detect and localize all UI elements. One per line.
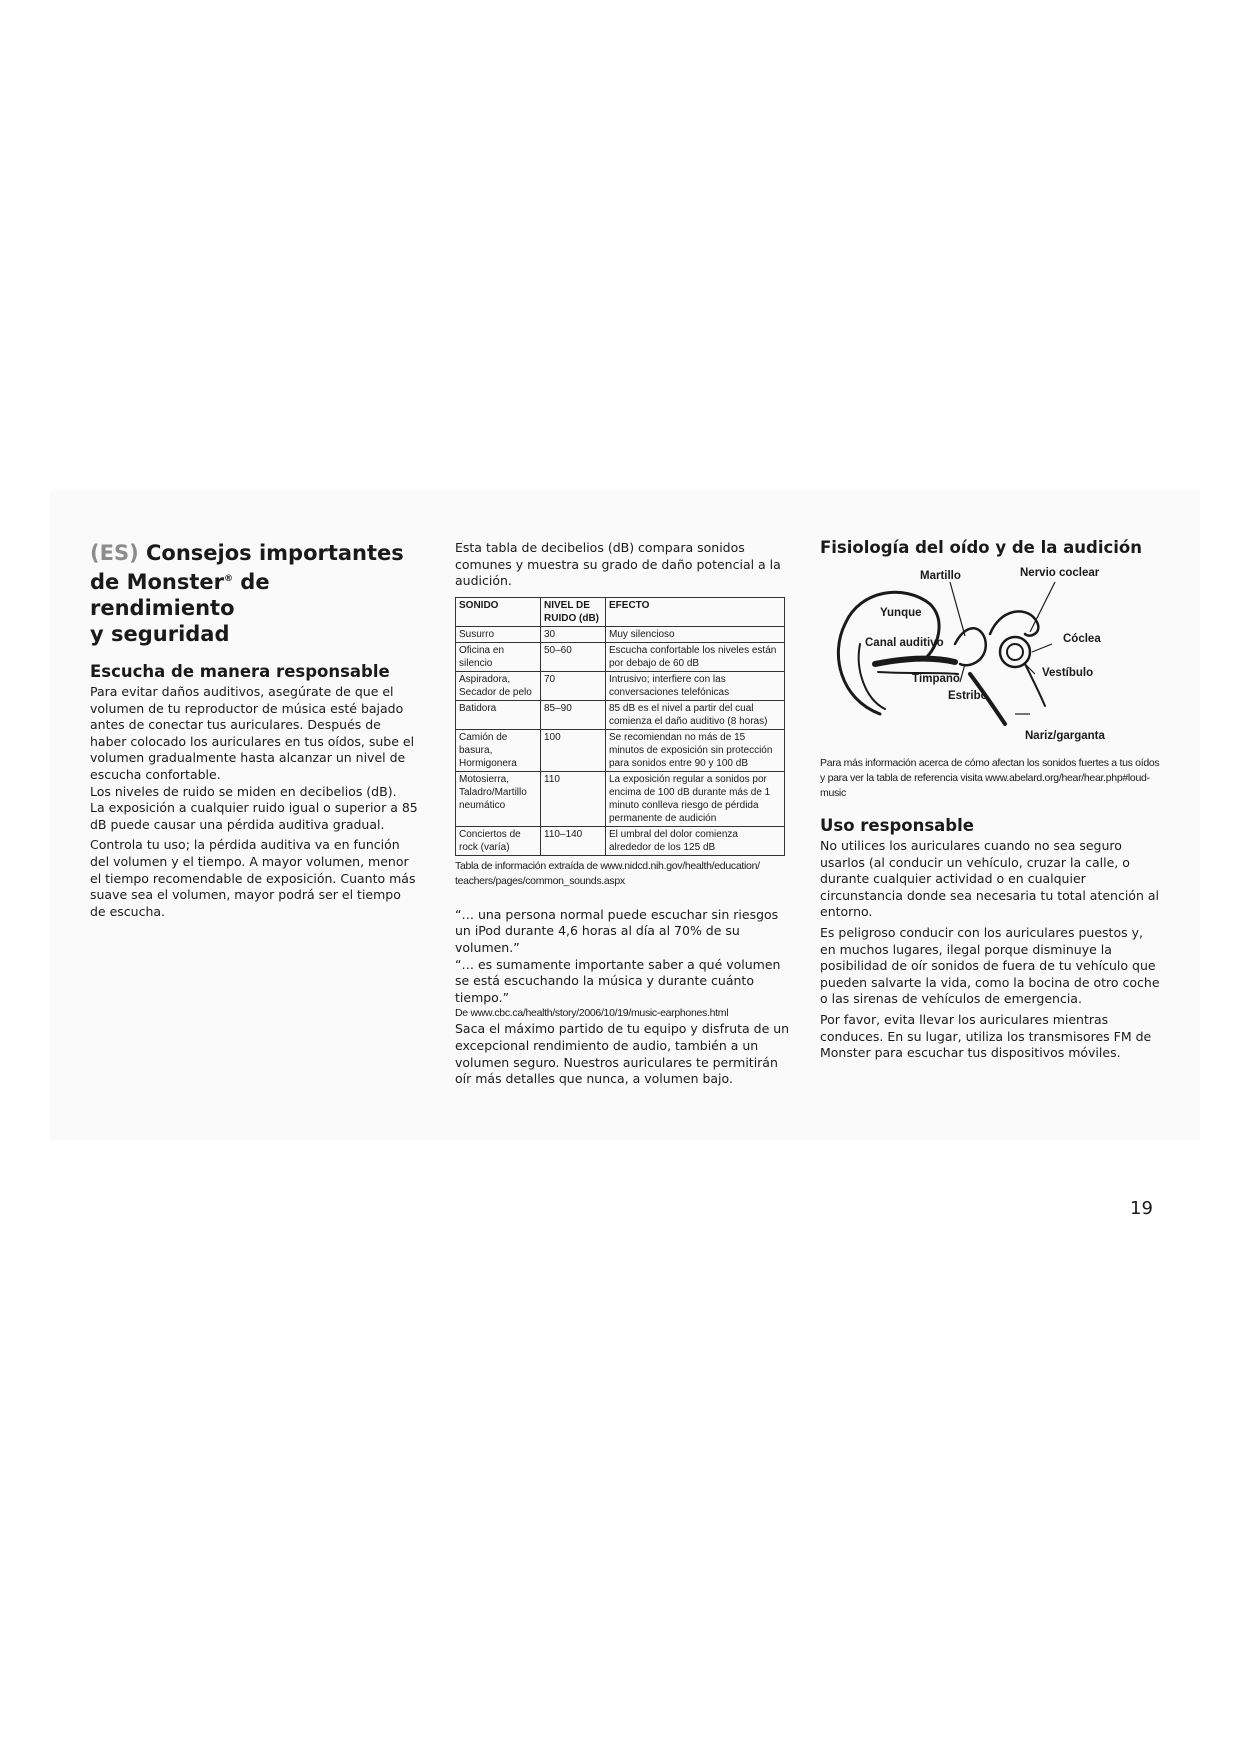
table-row <box>456 729 785 771</box>
title-line-1: Consejos importantes <box>145 541 404 565</box>
listening-paragraph-1: Para evitar daños auditivos, asegúrate de que el volumen de tu reproductor de música esté bajado antes de conectar tus auriculares. Después de haber colocado los auriculares en tus oídos, sube el volumen gradualmente hasta alcanzar un nivel de escucha confortable. <box>90 684 415 782</box>
title-line-3: y seguridad <box>90 622 230 646</box>
cell-effect: Muy silencioso <box>606 626 785 642</box>
cell-effect: Intrusivo; interfiere con las conversaciones telefónicas <box>606 671 785 700</box>
cochlea-shape <box>1000 637 1030 667</box>
cell-level: 110 <box>541 771 606 826</box>
language-tag: (ES) <box>90 541 139 565</box>
ear-diagram <box>820 564 1150 752</box>
column-left <box>90 540 420 920</box>
physiology-info: Para más información acerca de cómo afectan los sonidos fuertes a tus oídos y para ver la tabla de referencia visita www.abelard.org/hear/hear.php#loud-music <box>820 757 1160 799</box>
cell-level: 85–90 <box>541 700 606 729</box>
cell-sound: Motosierra, Taladro/Martillo neumático <box>456 771 541 826</box>
listening-paragraph-4: Controla tu uso; la pérdida auditiva va en función del volumen y el tiempo. A mayor volumen, menor el tiempo recomendable de exposición. Cuanto más suave sea el volumen, mayor podrá ser el tiempo de escucha. <box>90 837 416 919</box>
quote-1: “… una persona normal puede escuchar sin riesgos un iPod durante 4,6 horas al día al 70% de su volumen.” <box>455 906 779 955</box>
cell-effect: El umbral del dolor comienza alrededor de los 125 dB <box>606 826 785 855</box>
cell-effect: Escucha confortable los niveles están por debajo de 60 dB <box>606 642 785 671</box>
cell-level: 30 <box>541 626 606 642</box>
ossicles-shape <box>955 628 986 665</box>
responsible-heading: Uso responsable <box>820 816 974 835</box>
label-yunque: Yunque <box>880 607 922 619</box>
table-row <box>456 771 785 826</box>
pointer-nervio <box>1030 582 1055 632</box>
table-row <box>456 671 785 700</box>
table-row <box>456 642 785 671</box>
listening-heading: Escucha de manera responsable <box>90 662 390 681</box>
table-source: Tabla de información extraída de www.nidcd.nih.gov/health/education/ teachers/pages/common_sounds.aspx <box>455 859 760 887</box>
label-vestibulo: Vestíbulo <box>1042 667 1094 679</box>
quote-2: “… es sumamente importante saber a qué volumen se está escuchando la música y durante cuánto tiempo.” <box>455 956 781 1005</box>
header-level: NIVEL DE RUIDO (dB) <box>541 597 606 626</box>
cell-level: 110–140 <box>541 826 606 855</box>
semicircular-canals <box>990 611 1038 635</box>
cell-sound: Susurro <box>456 626 541 642</box>
listening-paragraph-2: Los niveles de ruido se miden en decibelios (dB). <box>90 783 397 799</box>
label-canal-auditivo: Canal auditivo <box>865 637 944 649</box>
cell-level: 100 <box>541 729 606 771</box>
cell-sound: Oficina en silencio <box>456 642 541 671</box>
label-martillo: Martillo <box>920 570 961 582</box>
responsible-paragraph-2: Es peligroso conducir con los auriculares puestos y, en muchos lugares, ilegal porque disminuye la posibilidad de oír sonidos de fuera de tu vehículo que pueden salvarte la vida, como la bocina de otro coche o las sirenas de vehículos de emergencia. <box>820 924 1160 1007</box>
closing-paragraph: Saca el máximo partido de tu equipo y disfruta de un excepcional rendimiento de audio, también a un volumen seguro. Nuestros auriculares te permitirán oír más detalles que nunca, a volumen bajo. <box>455 1021 790 1087</box>
pointer-estribo <box>960 664 965 682</box>
pointer-martillo <box>950 582 965 636</box>
cell-level: 50–60 <box>541 642 606 671</box>
title-line-2: de Monster <box>90 570 224 594</box>
quote-source: De www.cbc.ca/health/story/2006/10/19/music-earphones.html <box>455 1007 729 1020</box>
cochlea-inner <box>1007 644 1023 660</box>
table-row <box>456 626 785 642</box>
header-sound: SONIDO <box>456 597 541 626</box>
cell-effect: 85 dB es el nivel a partir del cual comienza el daño auditivo (8 horas) <box>606 700 785 729</box>
listening-paragraph-3: La exposición a cualquier ruido igual o superior a 85 dB puede causar una pérdida auditiva gradual. <box>90 800 418 832</box>
cell-sound: Aspiradora, Secador de pelo <box>456 671 541 700</box>
pointer-coclea <box>1032 644 1052 652</box>
responsible-paragraph-1: No utilices los auriculares cuando no sea seguro usarlos (al conducir un vehículo, cruzar la calle, o durante cualquier actividad o en cualquier circunstancia donde sea necesaria tu total atención al entorno. <box>820 838 1159 920</box>
cell-sound: Conciertos de rock (varía) <box>456 826 541 855</box>
label-estribo: Estribo <box>948 690 988 702</box>
cell-sound: Camión de basura, Hormigonera <box>456 729 541 771</box>
table-intro: Esta tabla de decibelios (dB) compara sonidos comunes y muestra su grado de daño potencial a la audición. <box>455 540 781 589</box>
cell-effect: Se recomiendan no más de 15 minutos de exposición sin protección para sonidos entre 90 y 100 dB <box>606 729 785 771</box>
page-number: 19 <box>1130 1198 1153 1219</box>
registered-mark: ® <box>224 574 233 584</box>
outer-ear-inner <box>859 644 885 709</box>
ear-canal-shape <box>875 659 955 664</box>
table-header-row <box>456 597 785 626</box>
label-nervio-coclear: Nervio coclear <box>1020 567 1100 579</box>
ear-illustration <box>820 564 1150 752</box>
label-nariz-garganta: Nariz/garganta <box>1025 730 1105 742</box>
responsible-paragraph-3: Por favor, evita llevar los auriculares mientras conduces. En su lugar, utiliza los transmisores FM de Monster para escuchar tus dispositivos móviles. <box>820 1011 1152 1061</box>
header-effect: EFECTO <box>606 597 785 626</box>
table-row <box>456 700 785 729</box>
label-timpano: Tímpano <box>912 673 960 685</box>
column-right <box>820 538 1160 1062</box>
cell-sound: Batidora <box>456 700 541 729</box>
table-row <box>456 826 785 855</box>
cell-effect: La exposición regular a sonidos por encima de 100 dB durante más de 1 minuto conlleva riesgo de pérdida permanente de audición <box>606 771 785 826</box>
physiology-heading: Fisiología del oído y de la audición <box>820 538 1143 557</box>
title-line-2-rest: de rendimiento <box>90 570 270 620</box>
cell-level: 70 <box>541 671 606 700</box>
label-coclea: Cóclea <box>1063 633 1101 645</box>
decibel-table <box>455 597 785 856</box>
page-title <box>90 540 420 647</box>
column-middle <box>455 540 795 1088</box>
